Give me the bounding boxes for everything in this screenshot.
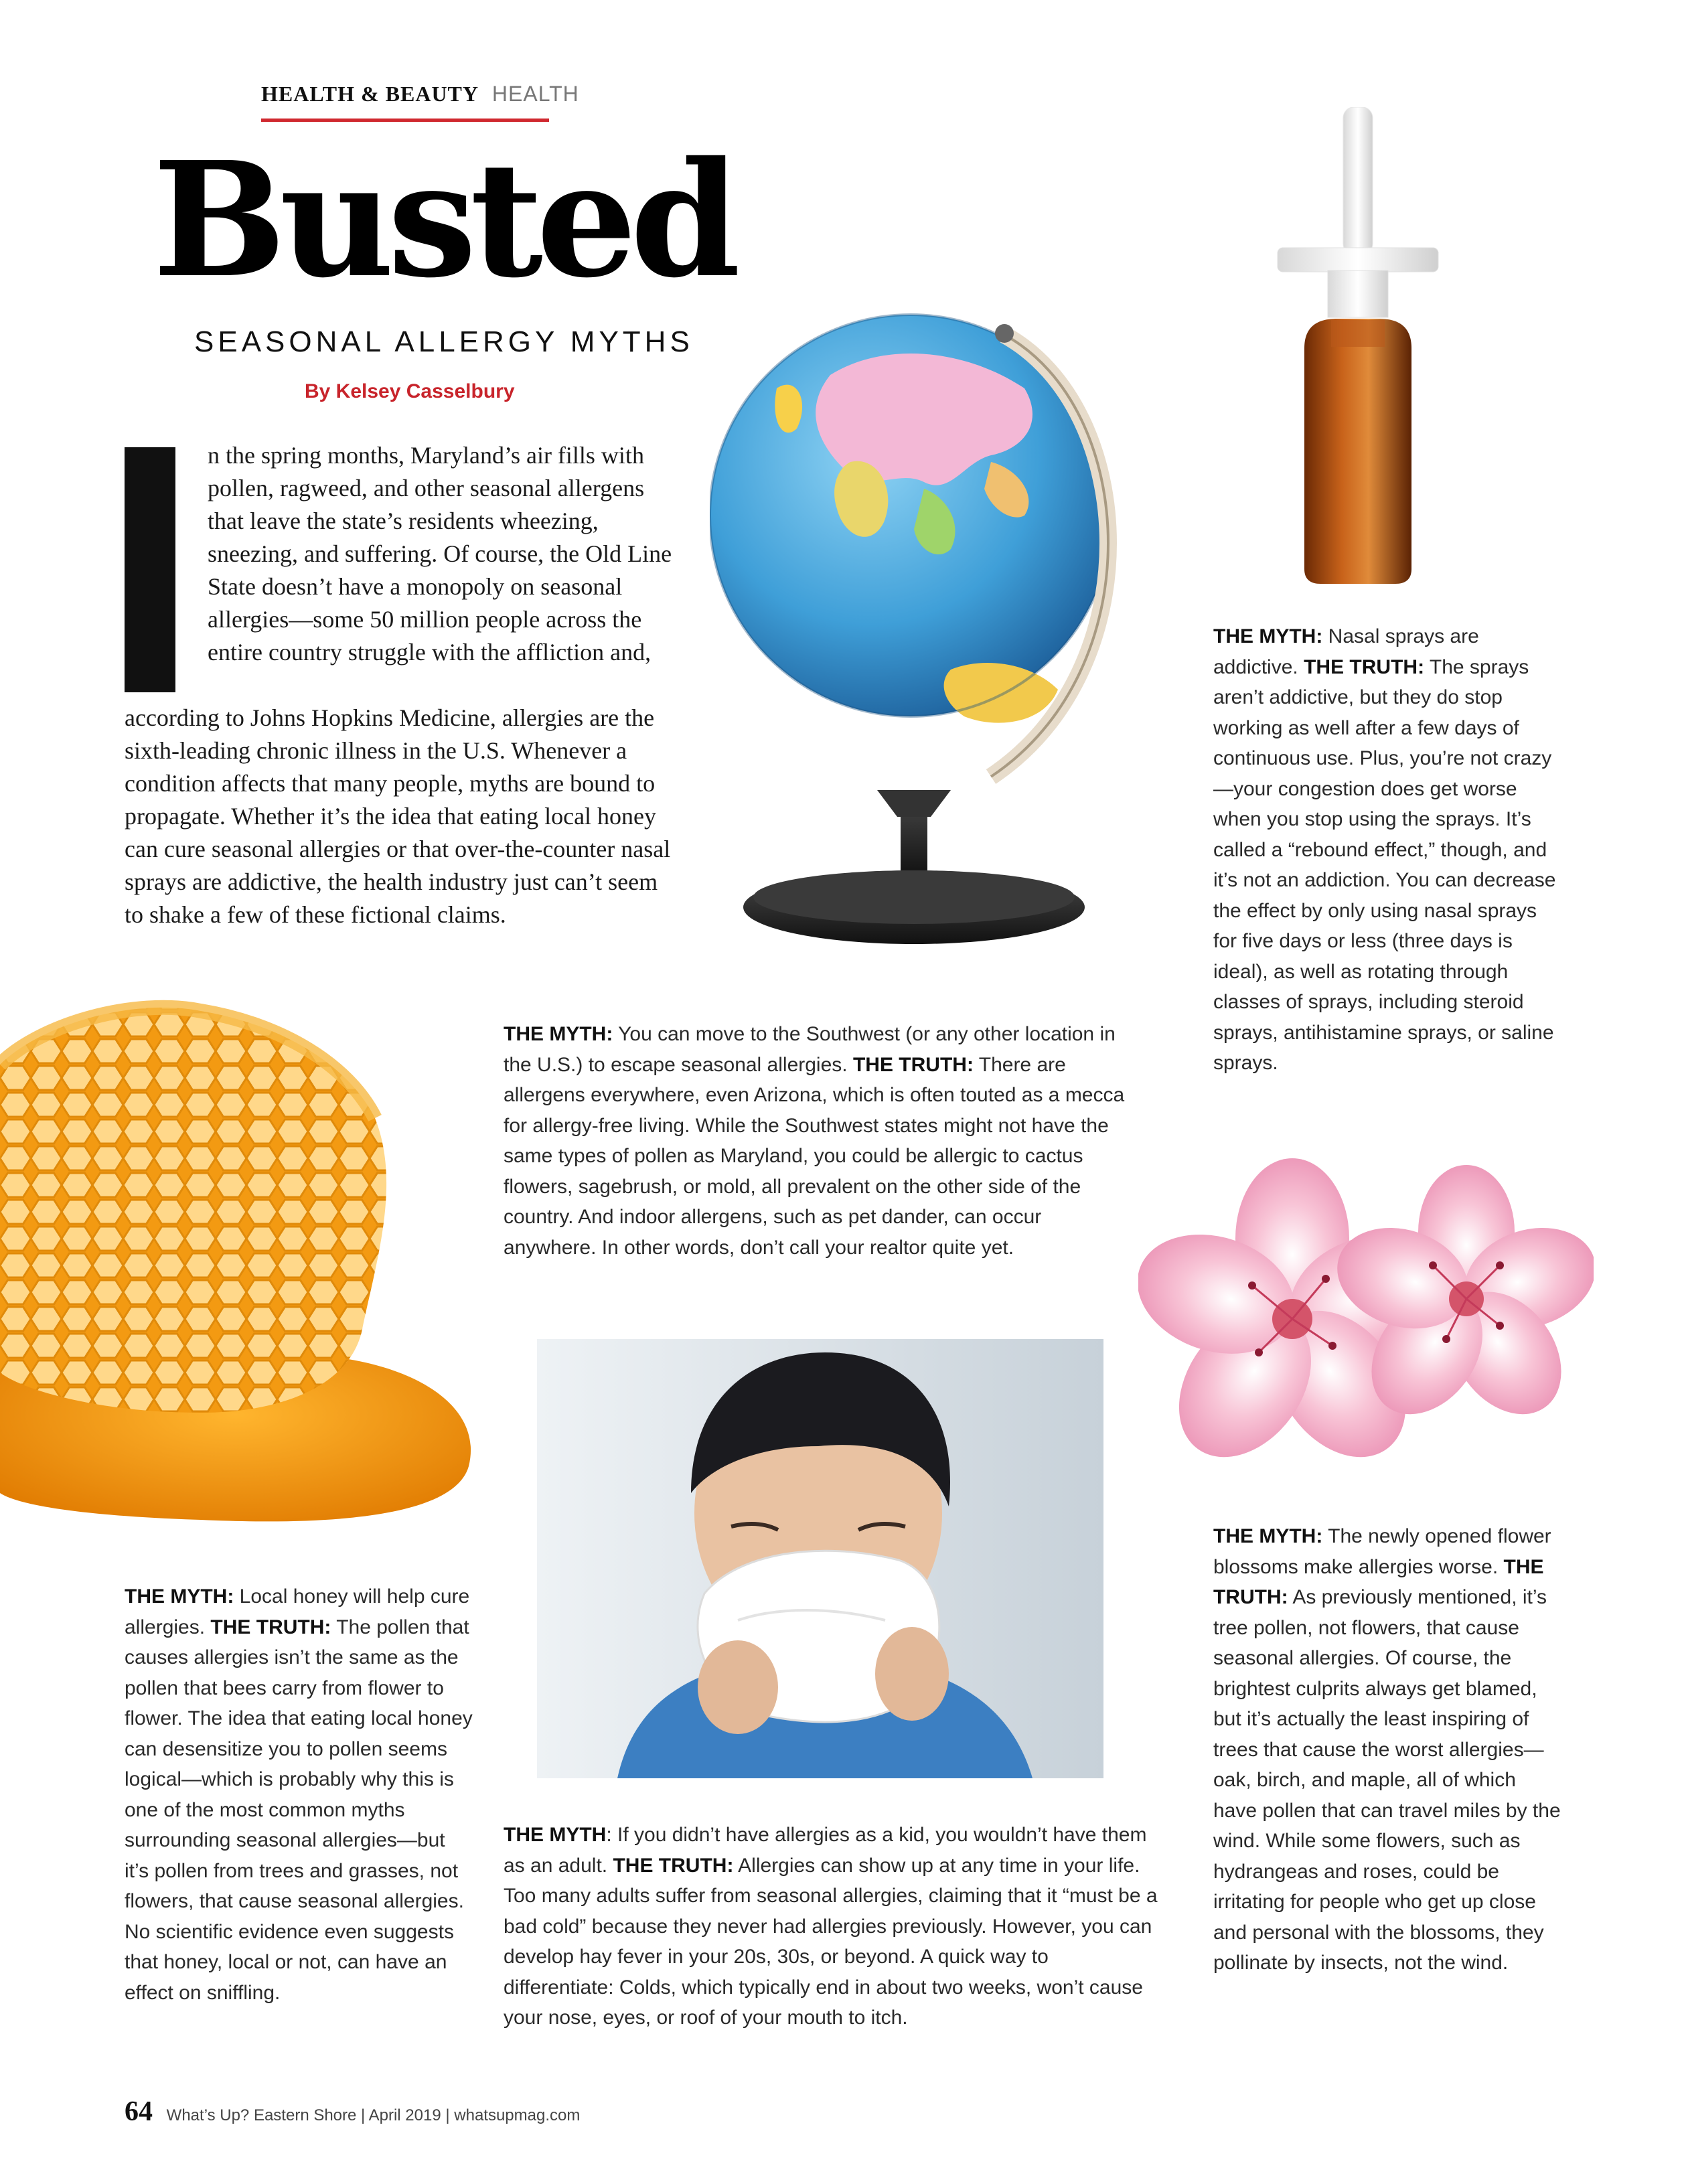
truth-label: THE TRUTH: [852,1053,974,1076]
truth-text: As previously mentioned, it’s tree pollen, not flowers, that cause seasonal allergies. Of course, the brightest culprits always get blamed, but it’s actually the least inspiring of trees that cause the worst allergies—oak, birch, and maple, all of which have pollen that can travel miles by the wind. While some flowers, such as hydrangeas and roses, could be irritating for people who get up close and personal with the blossoms, they pollinate by insects, not the wind. [1213,1586,1561,1974]
section-label [261,82,579,122]
intro-rest-text: according to Johns Hopkins Medicine, allergies are the sixth-leading chronic illness in the U.S. Whenever a condition affects that many people, myths are bound to propagate. Whether it’s the idea that eating local honey can cure seasonal allergies or that over-the-counter nasal sprays are addictive, the health industry just can’t seem to shake a few of these fictional claims. [125,704,671,928]
globe-image [710,295,1152,971]
myth-text: : If you didn’t have allergies as a kid, you wouldn’t have them as an adult. [504,1824,1147,1877]
drop-cap [125,447,175,692]
myth-flower-paragraph [1213,1521,1561,1978]
myth-label: THE MYTH: [125,1585,234,1608]
footer-text: What’s Up? Eastern Shore | April 2019 | whatsupmag.com [166,2106,581,2124]
myth-southwest-paragraph [504,1019,1140,1263]
myth-text: Nasal sprays are addictive. [1213,625,1479,678]
blossom-image [1138,1152,1594,1473]
byline: By Kelsey Casselbury [305,380,515,402]
truth-text: The pollen that causes allergies isn’t the same as the pollen that bees carry from flower to flower. The idea that eating local honey can desensitize you to pollen seems logical—which is probably why this is one of the most common myths surrounding seasonal allergies—but it’s pollen from trees and grasses, not flowers, that cause seasonal allergies. No scientific evidence even suggests that honey, local or not, can have an effect on sniffling. [125,1616,473,2004]
myth-label: THE MYTH: [504,1023,613,1045]
truth-text: There are allergens everywhere, even Arizona, which is often touted as a mecca for allergy-free living. While the Southwest states might not have the same types of pollen as Maryland, you could be allergic to cactus flowers, sagebrush, or mold, all prevalent on the other side of the country. And indoor allergens, such as pet dander, can occur anywhere. In other words, don’t call your realtor quite yet. [504,1053,1125,1259]
myth-adult-paragraph [504,1820,1163,2033]
truth-label: THE TRUTH: [1213,1555,1544,1608]
myth-text: You can move to the Southwest (or any other location in the U.S.) to escape seasonal allergies. [504,1023,1116,1076]
article-subtitle: SEASONAL ALLERGY MYTHS [194,325,694,358]
myth-adult-allergies [504,1820,1163,2033]
myth-text: Local honey will help cure allergies. [125,1585,470,1638]
page-number: 64 [125,2096,153,2127]
truth-text: Allergies can show up at any time in your life. Too many adults suffer from seasonal allergies, claiming that it “must be a bad cold” because they never had allergies previously. However, you can develop hay fever in your 20s, 30s, or beyond. A quick way to differentiate: Colds, which typically end in about two weeks, won’t cause your nose, eyes, or roof of your mouth to itch. [504,1854,1158,2029]
myth-label: THE MYTH: [1213,1525,1323,1547]
honeycomb-image [0,984,482,1533]
myth-label: THE MYTH: [1213,625,1323,647]
intro-wrapped-text: n the spring months, Maryland’s air fills with pollen, ragweed, and other seasonal allergens that leave the state’s residents wheezing, sneezing, and suffering. Of course, the Old Line State doesn’t have a monopoly on seasonal allergies—some 50 million people across the entire country struggle with the affliction and, [208,442,672,666]
truth-text: The sprays aren’t addictive, but they do stop working as well after a few days of continuous use. Plus, you’re not crazy—your congestion does get worse when you stop using the sprays. It’s called a “rebound effect,” though, and it’s not an addiction. You can decrease the effect by only using nasal sprays for five days or less (three days is ideal), as well as rotating through classes of sprays, including steroid sprays, antihistamine sprays, or saline sprays. [1213,655,1556,1074]
myth-flower-blossoms [1213,1521,1561,1978]
myth-nasal-sprays [1213,621,1561,1079]
truth-label: THE TRUTH: [210,1616,331,1638]
nasal-spray-image [1264,107,1452,589]
intro-rest [125,702,674,931]
myth-text: The newly opened flower blossoms make allergies worse. [1213,1525,1551,1578]
section-primary: HEALTH & BEAUTY [261,82,479,106]
myth-nasal-paragraph [1213,621,1561,1079]
myth-label: THE MYTH [504,1824,607,1846]
truth-label: THE TRUTH: [613,1854,734,1877]
myth-southwest [504,1019,1140,1263]
article-title: Busted [153,127,735,313]
intro-wrapped [208,439,676,669]
myth-honey-paragraph [125,1581,473,2008]
section-secondary: HEALTH [491,82,579,106]
truth-label: THE TRUTH: [1304,655,1425,678]
myth-local-honey [125,1581,473,2008]
page-footer [125,2096,727,2128]
sneezing-child-photo [537,1339,1103,1778]
